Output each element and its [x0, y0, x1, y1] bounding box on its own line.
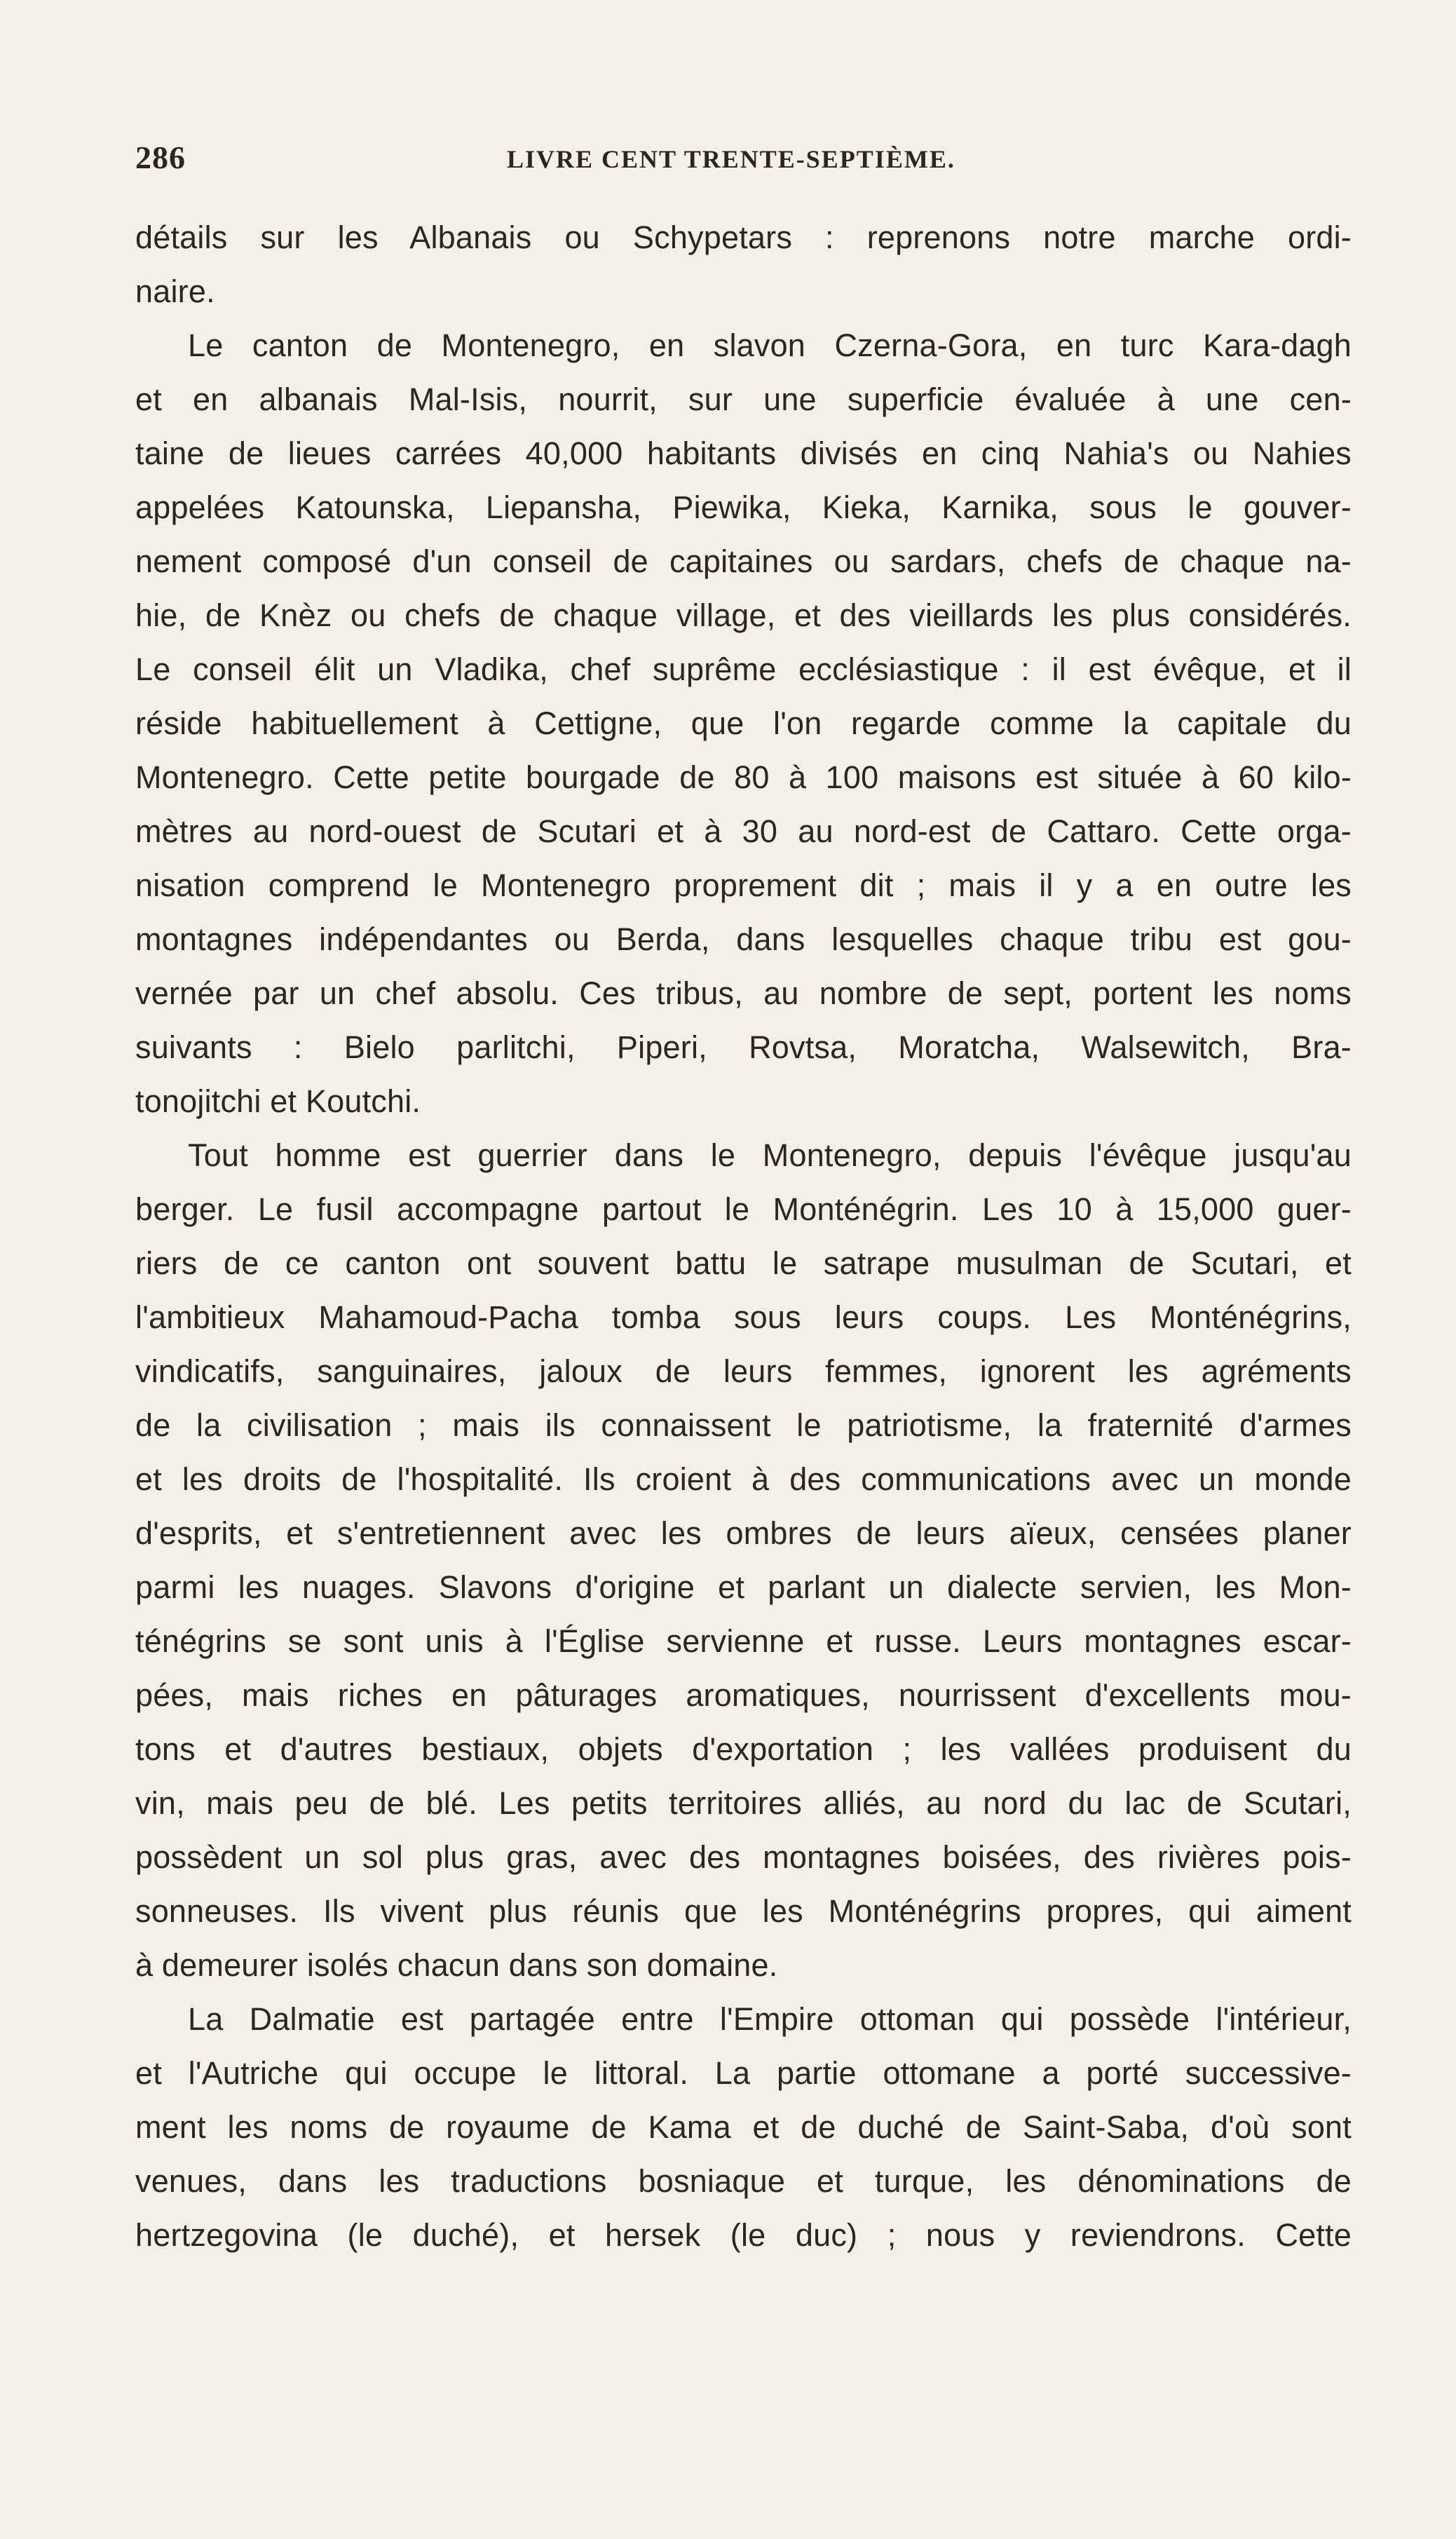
- body-text: [135, 210, 1352, 2262]
- text-line: et en albanais Mal-Isis, nourrit, sur une superficie évaluée à une cen-: [135, 381, 1352, 417]
- text-line: tonojitchi et Koutchi.: [135, 1083, 421, 1119]
- text-line: Le conseil élit un Vladika, chef suprême ecclésiastique : il est évêque, et il: [135, 651, 1352, 687]
- text-line: à demeurer isolés chacun dans son domaine.: [135, 1947, 778, 1983]
- text-line: riers de ce canton ont souvent battu le satrape musulman de Scutari, et: [135, 1245, 1352, 1281]
- page-header: [135, 139, 1355, 181]
- text-line: venues, dans les traductions bosniaque et turque, les dénominations de: [135, 2163, 1352, 2199]
- text-line: taine de lieues carrées 40,000 habitants divisés en cinq Nahia's ou Nahies: [135, 435, 1352, 471]
- text-line: Le canton de Montenegro, en slavon Czerna-Gora, en turc Kara-dagh: [188, 327, 1352, 363]
- text-line: de la civilisation ; mais ils connaissent le patriotisme, la fraternité d'armes: [135, 1407, 1352, 1443]
- text-line: parmi les nuages. Slavons d'origine et parlant un dialecte servien, les Mon-: [135, 1569, 1352, 1605]
- text-line: naire.: [135, 273, 215, 309]
- text-line: hie, de Knèz ou chefs de chaque village, et des vieillards les plus considérés.: [135, 597, 1352, 633]
- text-line: nisation comprend le Montenegro proprement dit ; mais il y a en outre les: [135, 867, 1352, 903]
- text-line: ténégrins se sont unis à l'Église servienne et russe. Leurs montagnes escar-: [135, 1623, 1352, 1659]
- text-line: La Dalmatie est partagée entre l'Empire ottoman qui possède l'intérieur,: [188, 2001, 1352, 2037]
- text-line: sonneuses. Ils vivent plus réunis que les Monténégrins propres, qui aiment: [135, 1893, 1352, 1929]
- text-line: suivants : Bielo parlitchi, Piperi, Rovtsa, Moratcha, Walsewitch, Bra-: [135, 1029, 1352, 1065]
- text-line: ment les noms de royaume de Kama et de duché de Saint-Saba, d'où sont: [135, 2109, 1352, 2145]
- page-number: 286: [135, 140, 186, 175]
- text-line: hertzegovina (le duché), et hersek (le duc) ; nous y reviendrons. Cette: [135, 2217, 1352, 2253]
- text-line: nement composé d'un conseil de capitaines ou sardars, chefs de chaque na-: [135, 543, 1352, 579]
- text-line: possèdent un sol plus gras, avec des montagnes boisées, des rivières pois-: [135, 1839, 1352, 1875]
- text-line: tons et d'autres bestiaux, objets d'exportation ; les vallées produisent du: [135, 1731, 1352, 1767]
- text-line: réside habituellement à Cettigne, que l'on regarde comme la capitale du: [135, 705, 1352, 741]
- text-line: appelées Katounska, Liepansha, Piewika, Kieka, Karnika, sous le gouver-: [135, 489, 1352, 525]
- text-line: vindicatifs, sanguinaires, jaloux de leurs femmes, ignorent les agréments: [135, 1353, 1352, 1389]
- text-line: pées, mais riches en pâturages aromatiques, nourrissent d'excellents mou-: [135, 1677, 1352, 1713]
- text-line: l'ambitieux Mahamoud-Pacha tomba sous leurs coups. Les Monténégrins,: [135, 1299, 1352, 1335]
- text-line: vin, mais peu de blé. Les petits territoires alliés, au nord du lac de Scutari,: [135, 1785, 1352, 1821]
- text-line: et les droits de l'hospitalité. Ils croient à des communications avec un monde: [135, 1461, 1352, 1497]
- running-head: LIVRE CENT TRENTE-SEPTIÈME.: [507, 145, 955, 173]
- text-line: berger. Le fusil accompagne partout le Monténégrin. Les 10 à 15,000 guer-: [135, 1191, 1352, 1227]
- text-line: Montenegro. Cette petite bourgade de 80 à 100 maisons est située à 60 kilo-: [135, 759, 1352, 795]
- text-line: d'esprits, et s'entretiennent avec les ombres de leurs aïeux, censées planer: [135, 1515, 1352, 1551]
- text-line: Tout homme est guerrier dans le Montenegro, depuis l'évêque jusqu'au: [188, 1137, 1352, 1173]
- text-line: montagnes indépendantes ou Berda, dans lesquelles chaque tribu est gou-: [135, 921, 1352, 957]
- text-line: vernée par un chef absolu. Ces tribus, au nombre de sept, portent les noms: [135, 975, 1352, 1011]
- text-line: et l'Autriche qui occupe le littoral. La partie ottomane a porté successive-: [135, 2055, 1352, 2091]
- text-line: mètres au nord-ouest de Scutari et à 30 au nord-est de Cattaro. Cette orga-: [135, 813, 1352, 849]
- text-line: détails sur les Albanais ou Schypetars : reprenons notre marche ordi-: [135, 219, 1352, 255]
